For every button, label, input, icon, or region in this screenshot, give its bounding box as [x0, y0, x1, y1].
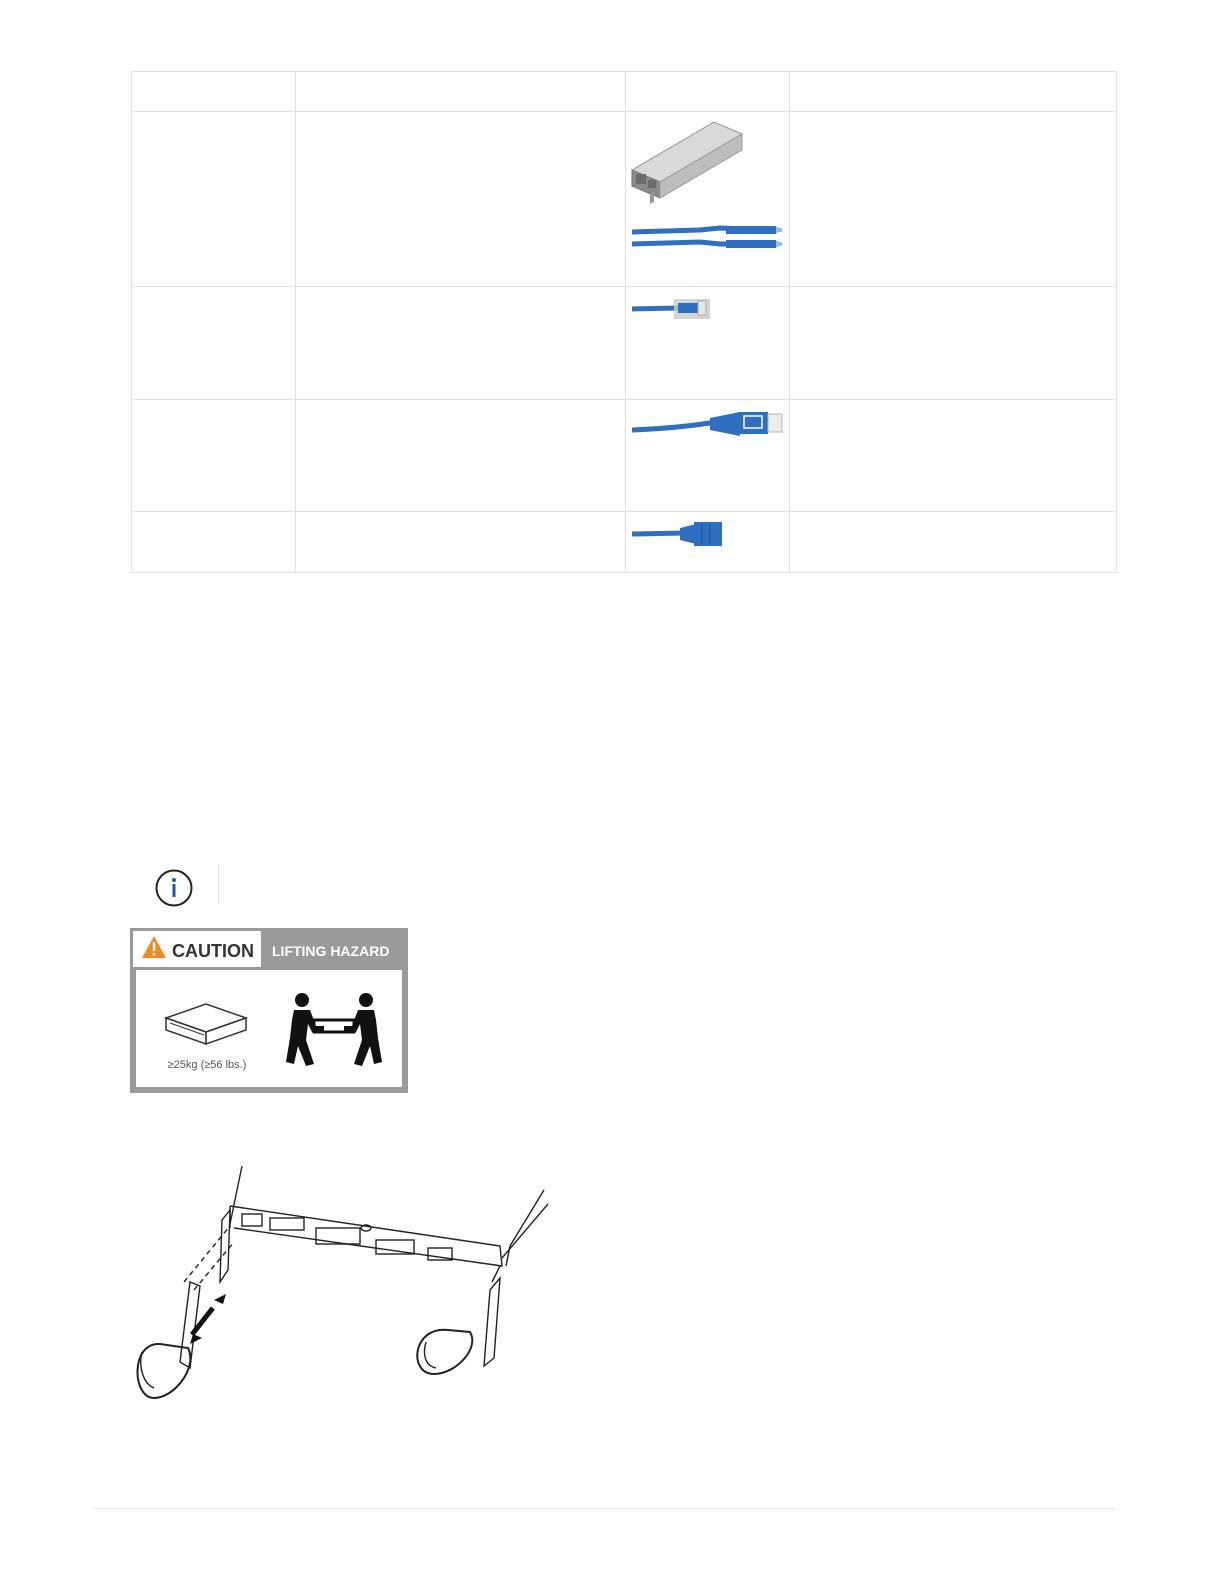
table-cell [296, 112, 626, 287]
power-cable-icon [630, 520, 730, 550]
table-row [132, 287, 1117, 400]
table-image-cell [626, 112, 790, 287]
table-cell [296, 400, 626, 512]
table-cell [790, 512, 1117, 573]
caution-weight: ≥25kg (≥56 lbs.) [167, 1059, 247, 1071]
rail-kit-illustration [130, 1162, 552, 1408]
table-cell [296, 287, 626, 400]
table-cell [790, 287, 1117, 400]
header-cell [626, 72, 790, 112]
fiber-optic-cable-icon [630, 224, 786, 264]
table-cell [790, 112, 1117, 287]
header-cell [790, 72, 1117, 112]
table-cell [296, 512, 626, 573]
table-cell [132, 287, 296, 400]
rj45-ethernet-cable-icon [630, 408, 786, 448]
note-divider [218, 864, 219, 904]
rj45-short-cable-icon [630, 295, 720, 325]
caution-subtitle: LIFTING HAZARD [272, 943, 390, 959]
table-cell [132, 512, 296, 573]
table-row [132, 112, 1117, 287]
caution-label [130, 928, 408, 1093]
cable-table [131, 71, 1117, 573]
info-icon [153, 867, 195, 909]
table-row [132, 400, 1117, 512]
header-cell [132, 72, 296, 112]
caution-title: CAUTION [172, 941, 254, 961]
table-image-cell [626, 512, 790, 573]
table-header-row [132, 72, 1117, 112]
table-image-cell [626, 400, 790, 512]
table-cell [132, 112, 296, 287]
header-cell [296, 72, 626, 112]
table-image-cell [626, 287, 790, 400]
footer-rule [94, 1508, 1116, 1509]
table-cell [132, 400, 296, 512]
table-cell [790, 400, 1117, 512]
table-row [132, 512, 1117, 573]
